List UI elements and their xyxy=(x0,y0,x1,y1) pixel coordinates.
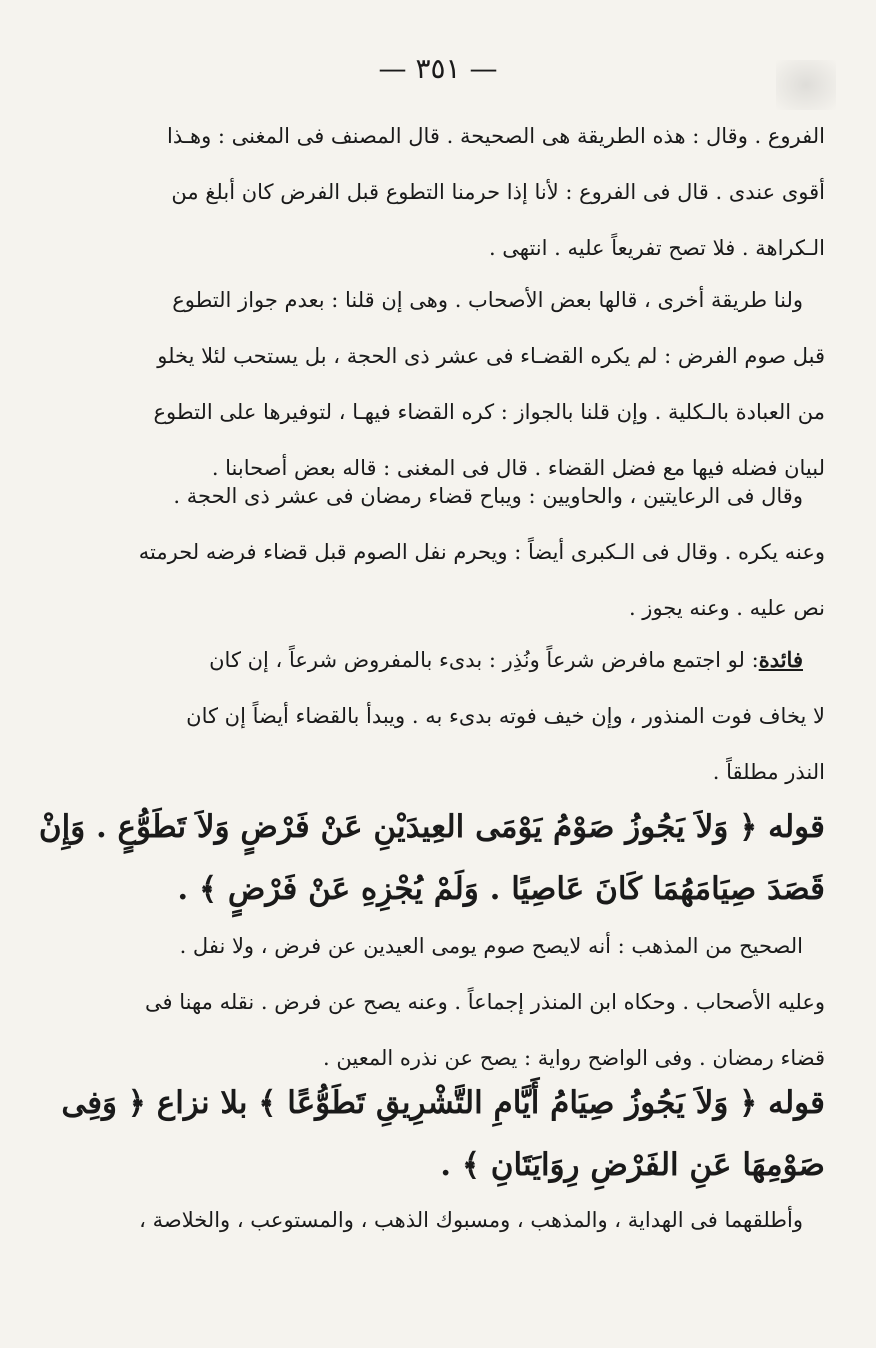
text-line: من العبادة بالـكلية . وإن قلنا بالجواز : كره القضاء فيهـا ، لتوفيرها على التطوع xyxy=(153,400,825,424)
paragraph-3 xyxy=(138,468,825,636)
text-line: أقوى عندى . قال فى الفروع : لأنا إذا حرمنا التطوع قبل الفرض كان أبلغ من xyxy=(171,180,825,204)
quote-2 xyxy=(61,1072,825,1196)
note-text: : لو اجتمع مافرض شرعاً ونُذِر : بدىء بالمفروض شرعاً ، إن كان xyxy=(209,648,759,672)
text-line: لبيان فضله فيها مع فضل القضاء . قال فى المغنى : قاله بعض أصحابنا . xyxy=(211,456,825,480)
text-line: قضاء رمضان . وفى الواضح رواية : يصح عن نذره المعين . xyxy=(323,1046,825,1070)
text-line: وعنه يكره . وقال فى الـكبرى أيضاً : ويحرم نفل الصوم قبل قضاء فرضه لحرمته xyxy=(138,540,825,564)
text-line: الصحيح من المذهب : أنه لايصح صوم يومى العيدين عن فرض ، ولا نفل . xyxy=(179,934,803,958)
paragraph-5 xyxy=(145,918,825,1086)
paragraph-4 xyxy=(165,632,825,800)
text-line: وأطلقهما فى الهداية ، والمذهب ، ومسبوك الذهب ، والمستوعب ، والخلاصة ، xyxy=(139,1208,803,1232)
quote-1 xyxy=(38,796,825,920)
paragraph-6 xyxy=(139,1192,825,1248)
quote-line: قَصَدَ صِيَامَهُمَا كَانَ عَاصِيًا . وَلَمْ يُجْزِهِ عَنْ فَرْضٍ ﴾ . xyxy=(177,871,825,907)
quote-line: صَوْمِهَا عَنِ الفَرْضِ رِوَايَتَانِ ﴾ . xyxy=(440,1147,825,1183)
text-line: النذر مطلقاً . xyxy=(712,760,825,784)
text-line: نص عليه . وعنه يجوز . xyxy=(628,596,825,620)
text-line: قبل صوم الفرض : لم يكره القضـاء فى عشر ذى الحجة ، بل يستحب لئلا يخلو xyxy=(157,344,825,368)
text-line: الـكراهة . فلا تصح تفريعاً عليه . انتهى . xyxy=(488,236,825,260)
quote-line: قوله ﴿ وَلاَ يَجُوزُ صَوْمُ يَوْمَى العِيدَيْنِ عَنْ فَرْضٍ وَلاَ تَطَوُّعٍ . وَإِنْ xyxy=(38,809,825,845)
note-label: فائدة xyxy=(758,647,803,672)
text-line: وقال فى الرعايتين ، والحاويين : ويباح قضاء رمضان فى عشر ذى الحجة . xyxy=(173,484,803,508)
text-line xyxy=(165,632,825,688)
paragraph-2 xyxy=(153,272,825,496)
text-line: الفروع . وقال : هذه الطريقة هى الصحيحة . قال المصنف فى المغنى : وهـذا xyxy=(167,124,825,148)
page-number: — ٣٥١ — xyxy=(378,52,498,85)
text-line: ولنا طريقة أخرى ، قالها بعض الأصحاب . وهى إن قلنا : بعدم جواز التطوع xyxy=(172,288,803,312)
quote-line: قوله ﴿ وَلاَ يَجُوزُ صِيَامُ أَيَّامِ التَّشْرِيقِ تَطَوُّعًا ﴾ بلا نزاع ﴿ وَفِى xyxy=(61,1085,825,1121)
text-line: وعليه الأصحاب . وحكاه ابن المنذر إجماعاً . وعنه يصح عن فرض . نقله مهنا فى xyxy=(145,990,825,1014)
text-line: لا يخاف فوت المنذور ، وإن خيف فوته بدىء به . ويبدأ بالقضاء أيضاً إن كان xyxy=(186,704,825,728)
paragraph-1 xyxy=(165,108,825,276)
